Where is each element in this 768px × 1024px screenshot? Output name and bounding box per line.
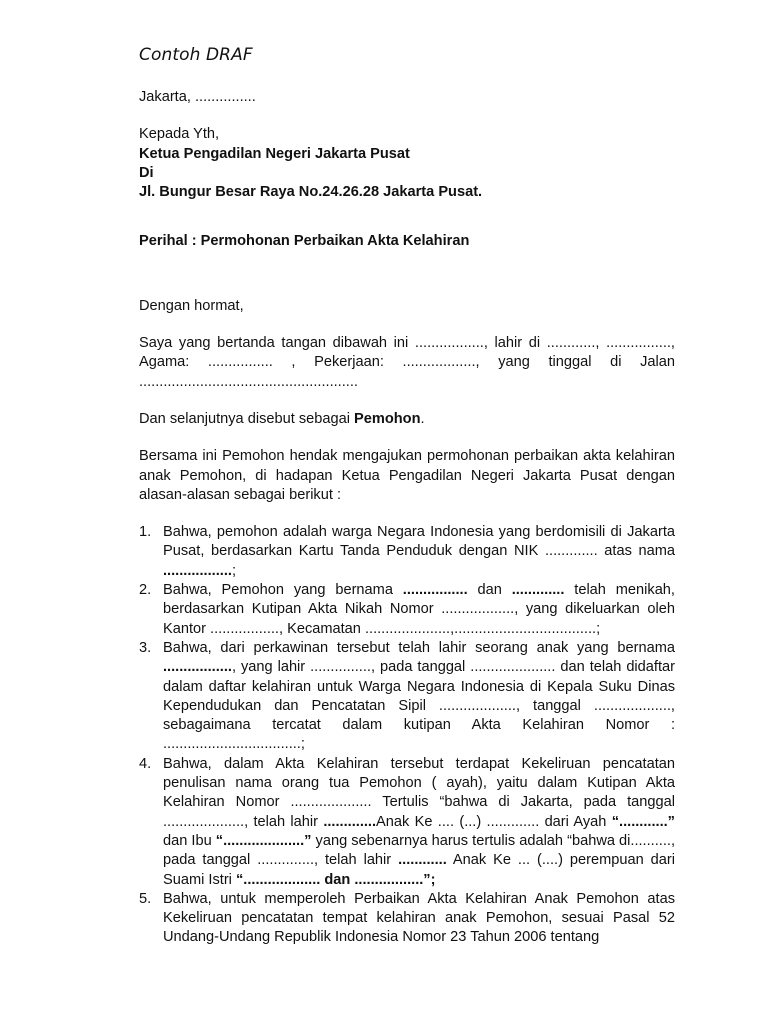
draft-label: Contoh DRAF — [139, 45, 253, 65]
list-number: 5. — [139, 890, 152, 907]
list-number: 1. — [139, 524, 152, 541]
list-item — [139, 890, 675, 948]
spacer — [139, 107, 675, 125]
item-blank: “............” — [611, 813, 675, 830]
item-blank: ............. — [511, 582, 565, 599]
spacer — [139, 252, 675, 285]
list-item — [139, 523, 675, 581]
addressee-line-3: Jl. Bungur Besar Raya No.24.26.28 Jakarta Pusat. — [139, 184, 483, 201]
list-item — [139, 755, 675, 890]
item-text: , yang lahir ..............., pada tanggal ..................... dan telah didaftar dalam daftar kelahiran untuk Warga Negara Indonesia di Kepala Suku Dinas Kependudukan dan Pencatatan Sipil ..................., tanggal ..................., sebagaimana tercatat dalam kutipan Akta Kelahiran Nomor : ..................................; — [163, 659, 675, 753]
greeting: Dengan hormat, — [139, 297, 244, 314]
spacer — [139, 285, 675, 297]
list-item — [139, 639, 675, 755]
place-date: Jakarta, ............... — [139, 89, 256, 105]
item-text: Bahwa, dalam Akta Kelahiran tersebut terdapat Kekeliruan pencatatan penulisan nama orang tua Pemohon ( ayah), yaitu dalam Kutipan Akta Kelahiran Nomor .................... Tertulis “bahwa di Jakarta, pada tanggal ...................., telah lahir — [163, 755, 675, 830]
item-blank: ................. — [163, 562, 232, 579]
spacer — [139, 220, 675, 232]
addressee-line-1: Ketua Pengadilan Negeri Jakarta Pusat — [139, 145, 410, 162]
item-text: dan — [467, 582, 512, 599]
item-text: yang sebenarnya harus tertulis adalah “bahwa di.........., pada tanggal .............., telah lahir — [163, 832, 675, 869]
item-blank: “....................” — [215, 832, 312, 849]
spacer — [139, 316, 675, 334]
item-text: Bahwa, Pemohon yang bernama — [163, 582, 403, 599]
spacer — [139, 505, 675, 523]
spacer — [139, 202, 675, 220]
item-text: ; — [231, 562, 236, 579]
designation-term: Pemohon — [354, 410, 421, 427]
item-text: Bahwa, untuk memperoleh Perbaikan Akta Kelahiran Anak Pemohon atas Kekeliruan pencatatan tempat kelahiran anak Pemohon, sesuai Pasal 52 Undang-Undang Republik Indonesia Nomor 23 Tahun 2006 tentang — [163, 890, 675, 946]
item-blank: ................. — [163, 659, 232, 676]
item-text: dan Ibu — [163, 832, 216, 849]
list-item — [139, 581, 675, 639]
spacer — [139, 392, 675, 410]
spacer — [139, 429, 675, 447]
letter-body — [139, 88, 675, 948]
intro-paragraph: Bersama ini Pemohon hendak mengajukan permohonan perbaikan akta kelahiran anak Pemohon, di hadapan Ketua Pengadilan Negeri Jakarta Pusat dengan alasan-alasan sebagai berikut : — [139, 448, 675, 503]
item-blank: ............ — [398, 852, 447, 869]
item-blank: ............. — [323, 813, 377, 830]
subject-line: Perihal : Permohonan Perbaikan Akta Kelahiran — [139, 233, 470, 250]
designation-end: . — [420, 410, 425, 427]
item-blank: “................... dan .................”; — [235, 871, 436, 888]
addressee-line-2: Di — [139, 164, 154, 181]
item-text: Anak Ke .... (...) ............. dari Ayah — [376, 813, 612, 830]
designation-text: Dan selanjutnya disebut sebagai — [139, 410, 355, 427]
item-blank: ................ — [402, 582, 468, 599]
identity-paragraph: Saya yang bertanda tangan dibawah ini ................., lahir di ............, ................, Agama: ................ , Pekerjaan: .................., yang tinggal di Jalan ...................................................... — [139, 335, 675, 390]
item-text: telah menikah, berdasarkan Kutipan Akta Nikah Nomor .................., yang dikeluarkan oleh Kantor ................., Kecamatan .....................,...................................; — [163, 582, 675, 637]
salutation: Kepada Yth, — [139, 126, 220, 143]
designation-paragraph — [139, 410, 675, 429]
list-number: 2. — [139, 582, 152, 599]
list-number: 3. — [139, 639, 152, 656]
item-text: Bahwa, pemohon adalah warga Negara Indonesia yang berdomisili di Jakarta Pusat, berdasarkan Kartu Tanda Penduduk dengan NIK ............. atas nama — [163, 524, 675, 560]
item-text: Bahwa, dari perkawinan tersebut telah lahir seorang anak yang bernama — [163, 639, 675, 656]
list-number: 4. — [139, 755, 152, 772]
addressee-block — [139, 125, 675, 202]
reasons-list — [139, 523, 675, 948]
item-text: Anak Ke ... (....) perempuan dari Suami Istri — [163, 852, 675, 888]
